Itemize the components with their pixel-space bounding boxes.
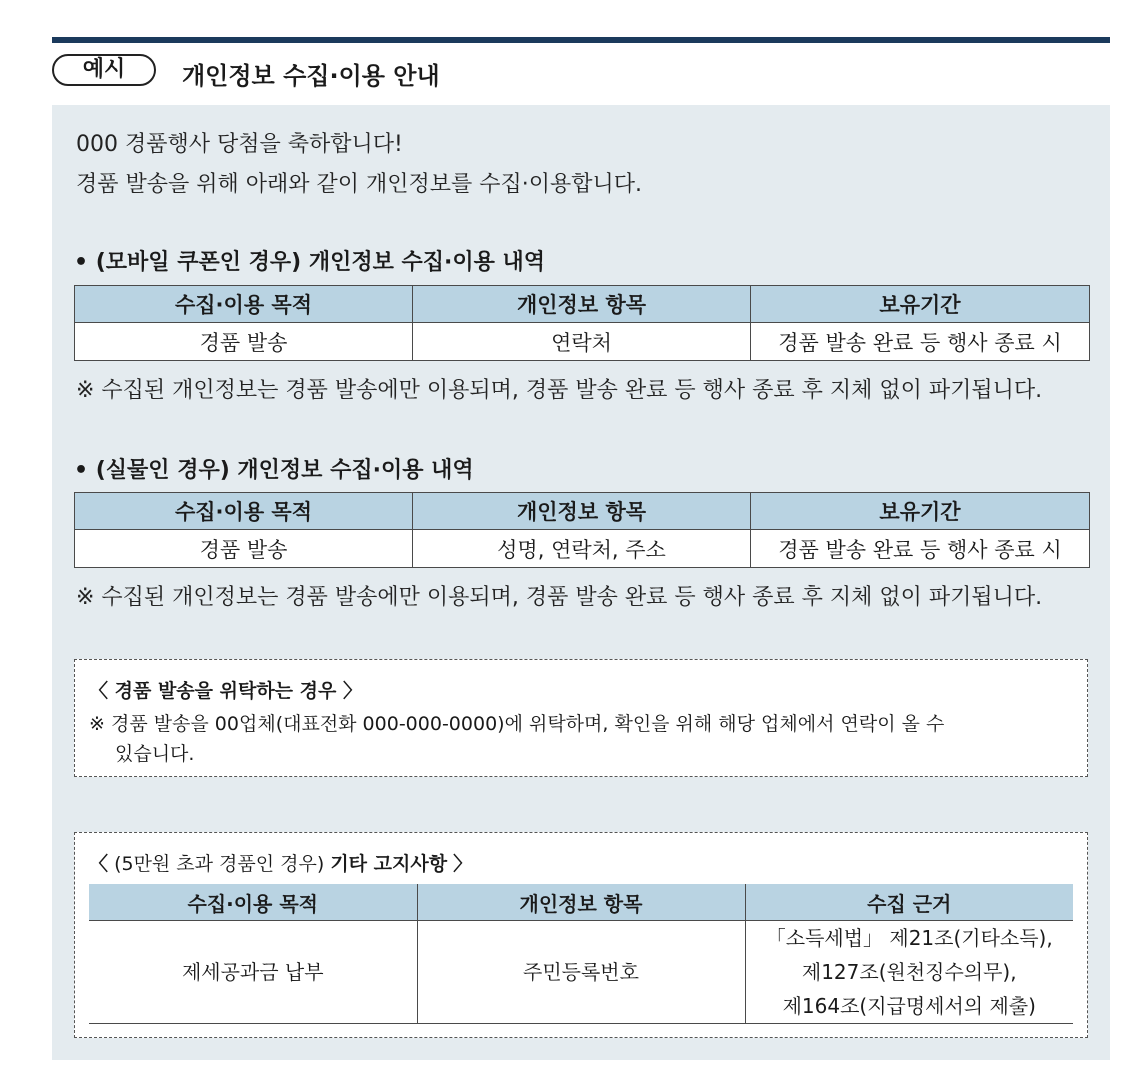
other-notice-box <box>74 832 1088 1038</box>
other-notice-title <box>89 849 1087 876</box>
intro-line-2: 경품 발송을 위해 아래와 같이 개인정보를 수집·이용합니다. <box>76 172 642 197</box>
table-header-row <box>75 493 1090 530</box>
cell-retention: 경품 발송 완료 등 행사 종료 시 <box>751 530 1090 568</box>
cell-item: 주민등록번호 <box>417 921 745 1024</box>
intro <box>76 125 642 205</box>
example-badge: 예시 <box>52 54 156 86</box>
outsourcing-text-line-2: 있습니다. <box>115 743 195 765</box>
title-close-bracket: 〉 <box>453 853 473 875</box>
header <box>52 50 1110 98</box>
basis-line-3: 제164조(지급명세서의 제출) <box>782 994 1036 1018</box>
table-row <box>75 323 1090 361</box>
page-title: 개인정보 수집·이용 안내 <box>182 62 440 90</box>
cell-purpose: 제세공과금 납부 <box>89 921 417 1024</box>
header-item: 개인정보 항목 <box>413 286 751 323</box>
other-notice-table <box>89 884 1073 1024</box>
cell-item: 연락처 <box>413 323 751 361</box>
outsourcing-text-line-1: ※ 경품 발송을 00업체(대표전화 000-000-0000)에 위탁하며, 확인을 위해 해당 업체에서 연락이 올 수 <box>89 713 945 735</box>
basis-line-2: 제127조(원천징수의무), <box>801 960 1017 984</box>
mobile-section-title: • (모바일 쿠폰인 경우) 개인정보 수집·이용 내역 <box>74 250 546 275</box>
header-item: 개인정보 항목 <box>413 493 751 530</box>
mobile-table <box>74 285 1090 361</box>
title-open-bracket: 〈 <box>89 853 109 875</box>
header-item: 개인정보 항목 <box>417 884 745 921</box>
physical-note: ※ 수집된 개인정보는 경품 발송에만 이용되며, 경품 발송 완료 등 행사 종료 후 지체 없이 파기됩니다. <box>76 585 1043 610</box>
header-retention: 보유기간 <box>751 493 1090 530</box>
header-purpose: 수집·이용 목적 <box>75 286 413 323</box>
header-purpose: 수집·이용 목적 <box>89 884 417 921</box>
title-main: 기타 고지사항 <box>330 853 448 875</box>
top-rule <box>52 37 1110 43</box>
content-panel <box>52 105 1110 1060</box>
table-header-row <box>75 286 1090 323</box>
basis-line-1: 「소득세법」 제21조(기타소득), <box>765 926 1053 950</box>
table-header-row <box>89 884 1073 921</box>
physical-section-title: • (실물인 경우) 개인정보 수집·이용 내역 <box>74 458 474 483</box>
cell-item: 성명, 연락처, 주소 <box>413 530 751 568</box>
cell-purpose: 경품 발송 <box>75 530 413 568</box>
intro-line-1: 000 경품행사 당첨을 축하합니다! <box>76 132 403 157</box>
table-row <box>75 530 1090 568</box>
outsourcing-title: 〈 경품 발송을 위탁하는 경우 〉 <box>89 680 362 702</box>
outsourcing-text <box>89 709 1047 769</box>
table-row <box>89 921 1073 1024</box>
header-purpose: 수집·이용 목적 <box>75 493 413 530</box>
mobile-note: ※ 수집된 개인정보는 경품 발송에만 이용되며, 경품 발송 완료 등 행사 종료 후 지체 없이 파기됩니다. <box>76 378 1043 403</box>
physical-table <box>74 492 1090 568</box>
cell-purpose: 경품 발송 <box>75 323 413 361</box>
header-basis: 수집 근거 <box>745 884 1073 921</box>
cell-basis <box>745 921 1073 1024</box>
cell-retention: 경품 발송 완료 등 행사 종료 시 <box>751 323 1090 361</box>
title-condition: (5만원 초과 경품인 경우) <box>114 853 325 875</box>
header-retention: 보유기간 <box>751 286 1090 323</box>
outsourcing-box <box>74 659 1088 777</box>
